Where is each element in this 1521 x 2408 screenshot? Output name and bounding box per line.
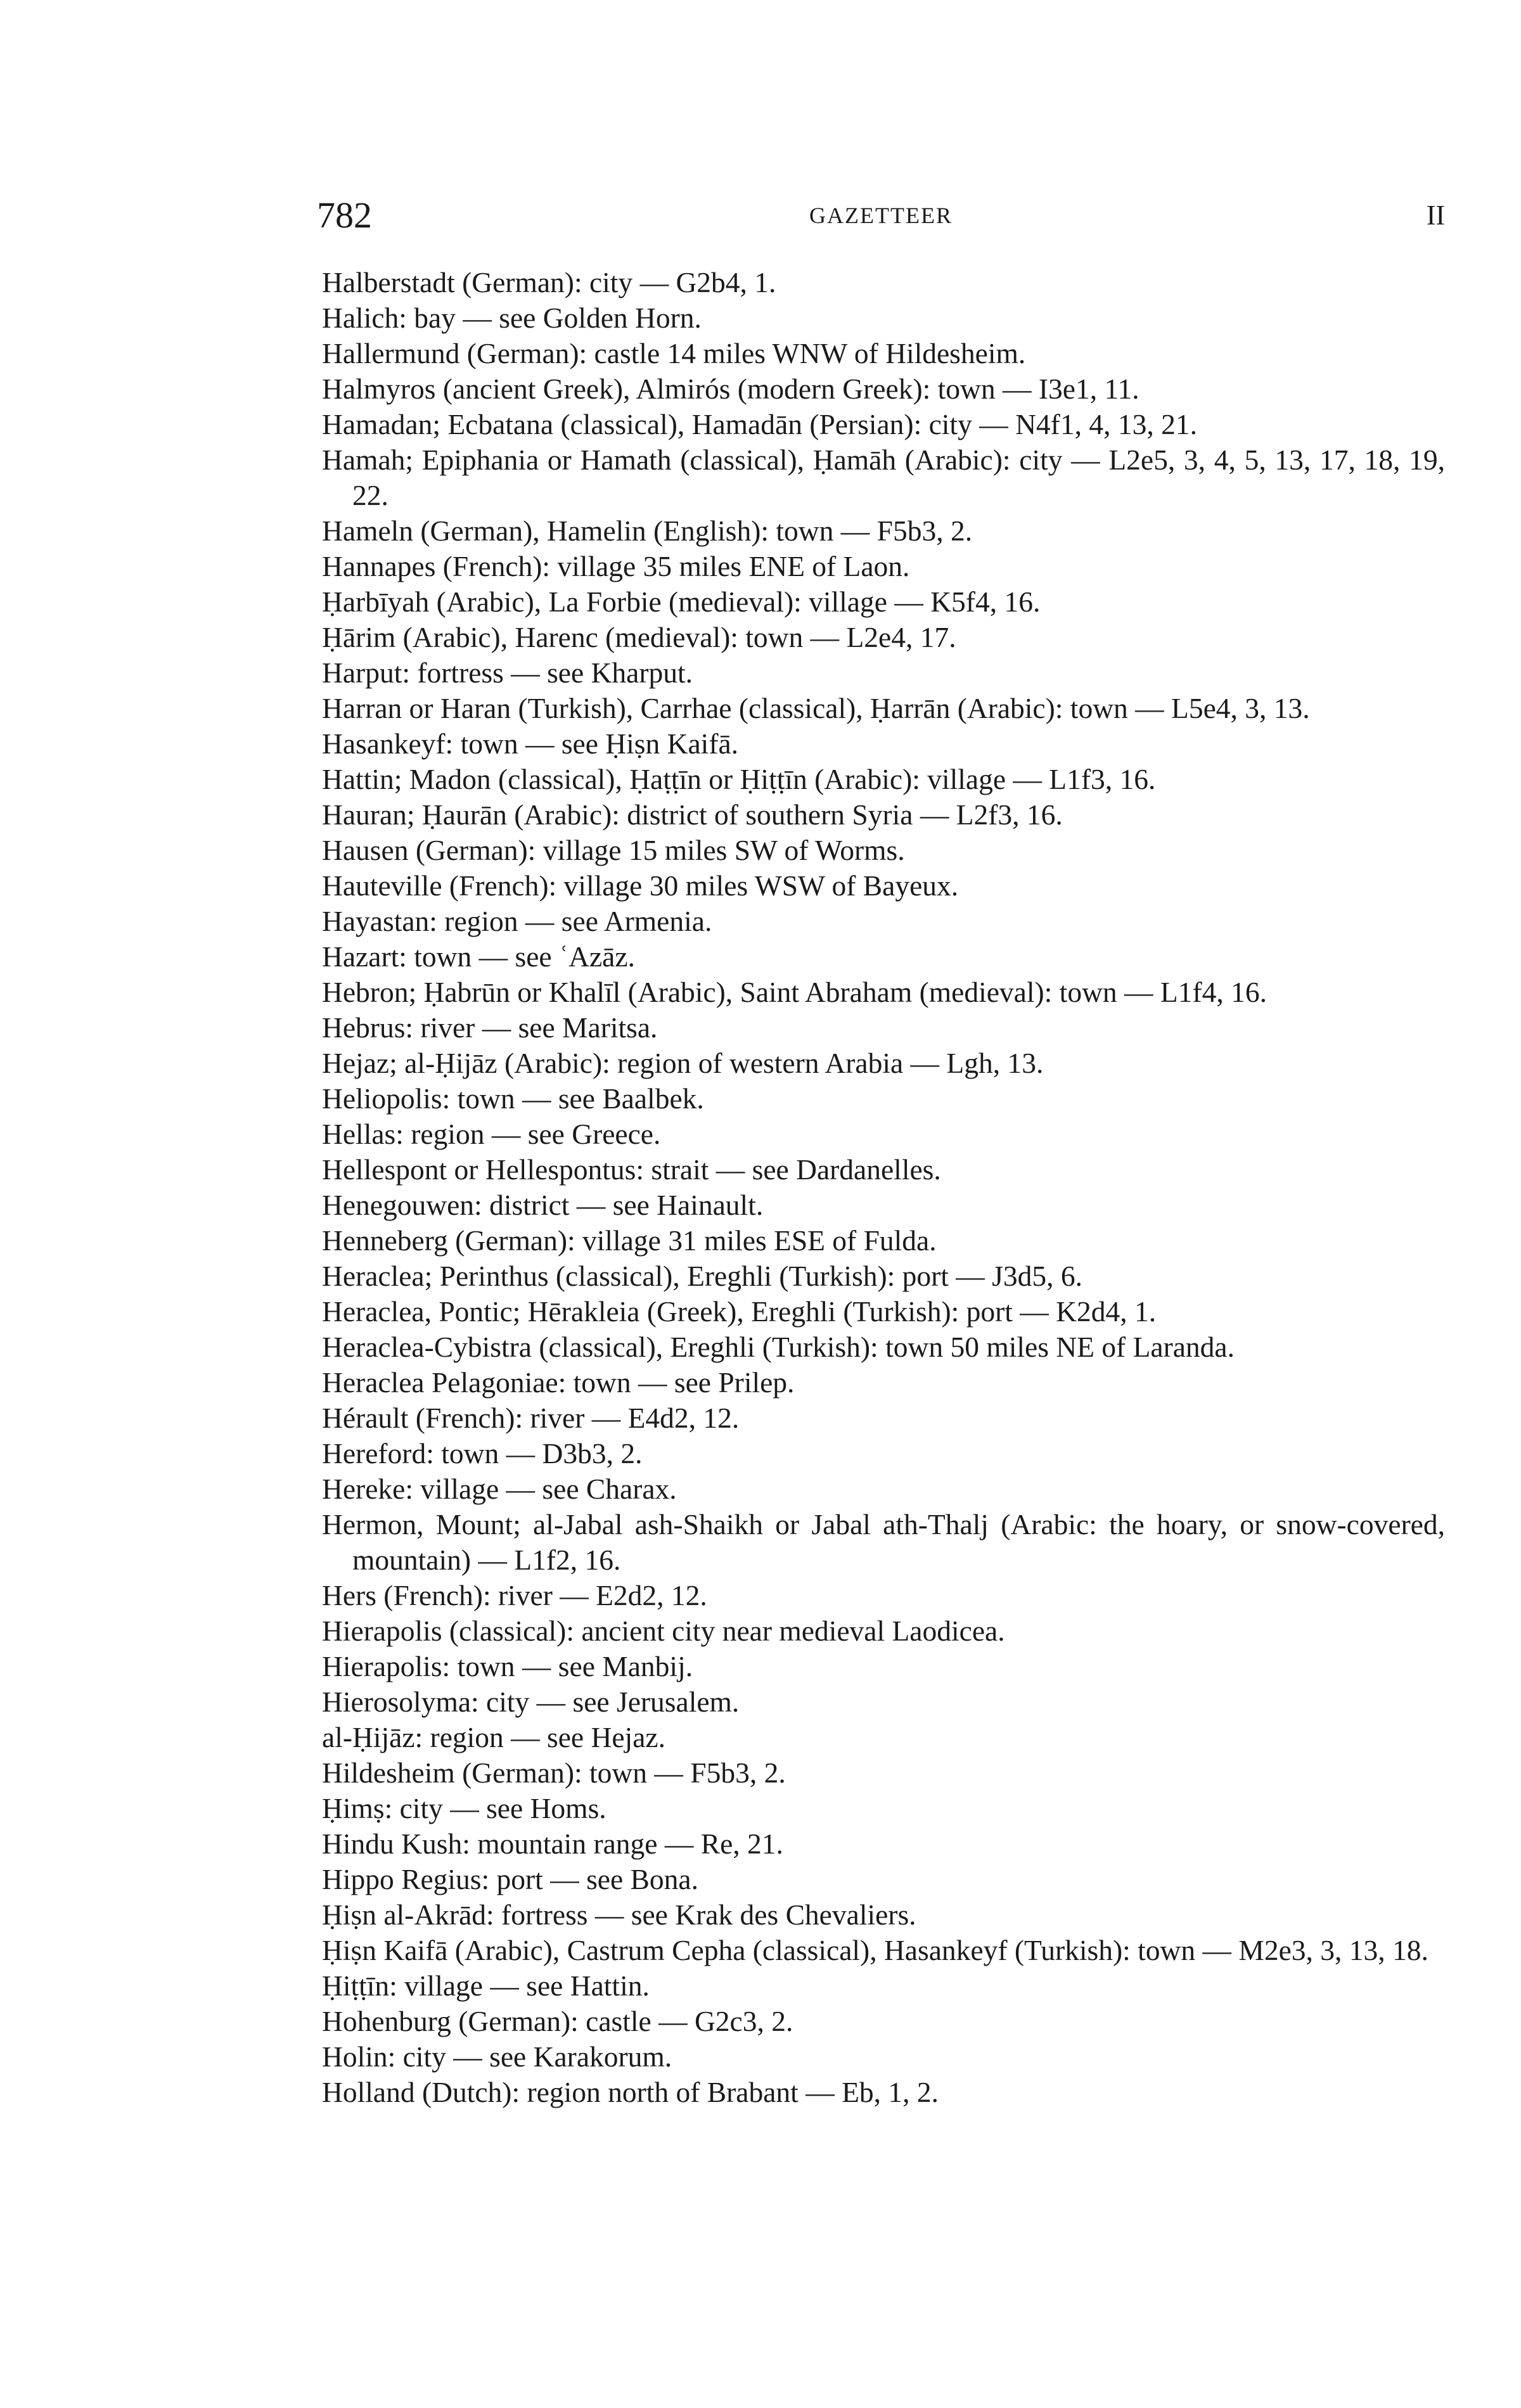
gazetteer-entry: Hasankeyf: town — see Ḥiṣn Kaifā. <box>322 727 739 760</box>
gazetteer-entry: Hausen (German): village 15 miles SW of Worms. <box>322 834 905 866</box>
gazetteer-entry: Hauran; Ḥaurān (Arabic): district of southern Syria — L2f3, 16. <box>322 798 1063 831</box>
gazetteer-entry: Heraclea-Cybistra (classical), Ereghli (Turkish): town 50 miles NE of Laranda. <box>322 1331 1235 1363</box>
gazetteer-entry: Hierosolyma: city — see Jerusalem. <box>322 1686 740 1718</box>
gazetteer-entry: Hamah; Epiphania or Hamath (classical), Ḥamāh (Arabic): city — L2e5, 3, 4, 5, 13, 17, 18, 19, 22. <box>322 444 1445 511</box>
gazetteer-entry: Ḥimṣ: city — see Homs. <box>322 1792 606 1824</box>
gazetteer-entry: Harran or Haran (Turkish), Carrhae (classical), Ḥarrān (Arabic): town — L5e4, 3, 13. <box>322 692 1310 724</box>
gazetteer-entries <box>322 265 1445 2110</box>
gazetteer-entry: Hazart: town — see ʿAzāz. <box>322 940 635 973</box>
gazetteer-entry: Hallermund (German): castle 14 miles WNW of Hildesheim. <box>322 337 1026 369</box>
gazetteer-entry: Halmyros (ancient Greek), Almirós (modern Greek): town — I3e1, 11. <box>322 373 1139 405</box>
gazetteer-entry: Ḥarbīyah (Arabic), La Forbie (medieval): village — K5f4, 16. <box>322 586 1041 618</box>
gazetteer-entry: Hayastan: region — see Armenia. <box>322 905 712 937</box>
gazetteer-entry: Hamadan; Ecbatana (classical), Hamadān (Persian): city — N4f1, 4, 13, 21. <box>322 408 1197 440</box>
gazetteer-entry: Hierapolis (classical): ancient city near medieval Laodicea. <box>322 1615 1005 1647</box>
gazetteer-entry: Hebrus: river — see Maritsa. <box>322 1011 658 1044</box>
gazetteer-entry: Hellas: region — see Greece. <box>322 1118 661 1150</box>
gazetteer-entry: Ḥiṣn al-Akrād: fortress — see Krak des Chevaliers. <box>322 1899 916 1931</box>
gazetteer-entry: Hindu Kush: mountain range — Re, 21. <box>322 1828 783 1860</box>
gazetteer-entry: Hejaz; al-Ḥijāz (Arabic): region of western Arabia — Lgh, 13. <box>322 1047 1044 1079</box>
running-header <box>317 190 1445 241</box>
gazetteer-entry: Harput: fortress — see Kharput. <box>322 656 693 689</box>
gazetteer-entry: Ḥiṭṭīn: village — see Hattin. <box>322 1969 650 2002</box>
gazetteer-entry: Ḥiṣn Kaifā (Arabic), Castrum Cepha (classical), Hasankeyf (Turkish): town — M2e3, 3, 13, 18. <box>322 1934 1428 1966</box>
gazetteer-entry: Hohenburg (German): castle — G2c3, 2. <box>322 2005 793 2037</box>
gazetteer-entry: Hérault (French): river — E4d2, 12. <box>322 1402 740 1434</box>
gazetteer-entry: Hebron; Ḥabrūn or Khalīl (Arabic), Saint Abraham (medieval): town — L1f4, 16. <box>322 976 1267 1008</box>
gazetteer-entry: Holin: city — see Karakorum. <box>322 2040 672 2073</box>
gazetteer-entry: Holland (Dutch): region north of Brabant — Eb, 1, 2. <box>322 2076 939 2108</box>
gazetteer-entry: Heraclea Pelagoniae: town — see Prilep. <box>322 1366 795 1399</box>
gazetteer-entry: Hermon, Mount; al-Jabal ash-Shaikh or Jabal ath-Thalj (Arabic: the hoary, or snow-covered, mountain) — L1f2, 16. <box>322 1508 1445 1576</box>
gazetteer-entry: Hameln (German), Hamelin (English): town — F5b3, 2. <box>322 515 973 547</box>
gazetteer-entry: Henneberg (German): village 31 miles ESE of Fulda. <box>322 1224 937 1257</box>
gazetteer-entry: Hippo Regius: port — see Bona. <box>322 1863 698 1895</box>
section-number: II <box>1426 200 1445 231</box>
gazetteer-entry: Hers (French): river — E2d2, 12. <box>322 1579 707 1611</box>
gazetteer-entry: al-Ḥijāz: region — see Hejaz. <box>322 1721 665 1753</box>
gazetteer-entry: Hauteville (French): village 30 miles WSW of Bayeux. <box>322 869 959 902</box>
gazetteer-entry: Halberstadt (German): city — G2b4, 1. <box>322 266 776 298</box>
gazetteer-entry: Heliopolis: town — see Baalbek. <box>322 1082 704 1115</box>
gazetteer-entry: Hildesheim (German): town — F5b3, 2. <box>322 1757 786 1789</box>
running-title: GAZETTEER <box>809 203 953 228</box>
gazetteer-entry: Halich: bay — see Golden Horn. <box>322 302 702 334</box>
gazetteer-entry: Heraclea, Pontic; Hērakleia (Greek), Ereghli (Turkish): port — K2d4, 1. <box>322 1295 1157 1328</box>
gazetteer-entry: Hattin; Madon (classical), Ḥaṭṭīn or Ḥiṭṭīn (Arabic): village — L1f3, 16. <box>322 763 1156 795</box>
gazetteer-entry: Hierapolis: town — see Manbij. <box>322 1650 693 1682</box>
page-number: 782 <box>317 195 372 236</box>
gazetteer-entry: Hellespont or Hellespontus: strait — see Dardanelles. <box>322 1153 941 1186</box>
gazetteer-entry: Ḥārim (Arabic), Harenc (medieval): town — L2e4, 17. <box>322 621 956 653</box>
gazetteer-entry: Hereford: town — D3b3, 2. <box>322 1437 643 1470</box>
gazetteer-entry: Hannapes (French): village 35 miles ENE of Laon. <box>322 550 910 582</box>
gazetteer-entry: Hereke: village — see Charax. <box>322 1473 677 1505</box>
gazetteer-entry: Heraclea; Perinthus (classical), Ereghli (Turkish): port — J3d5, 6. <box>322 1260 1083 1292</box>
gazetteer-entry: Henegouwen: district — see Hainault. <box>322 1189 764 1221</box>
